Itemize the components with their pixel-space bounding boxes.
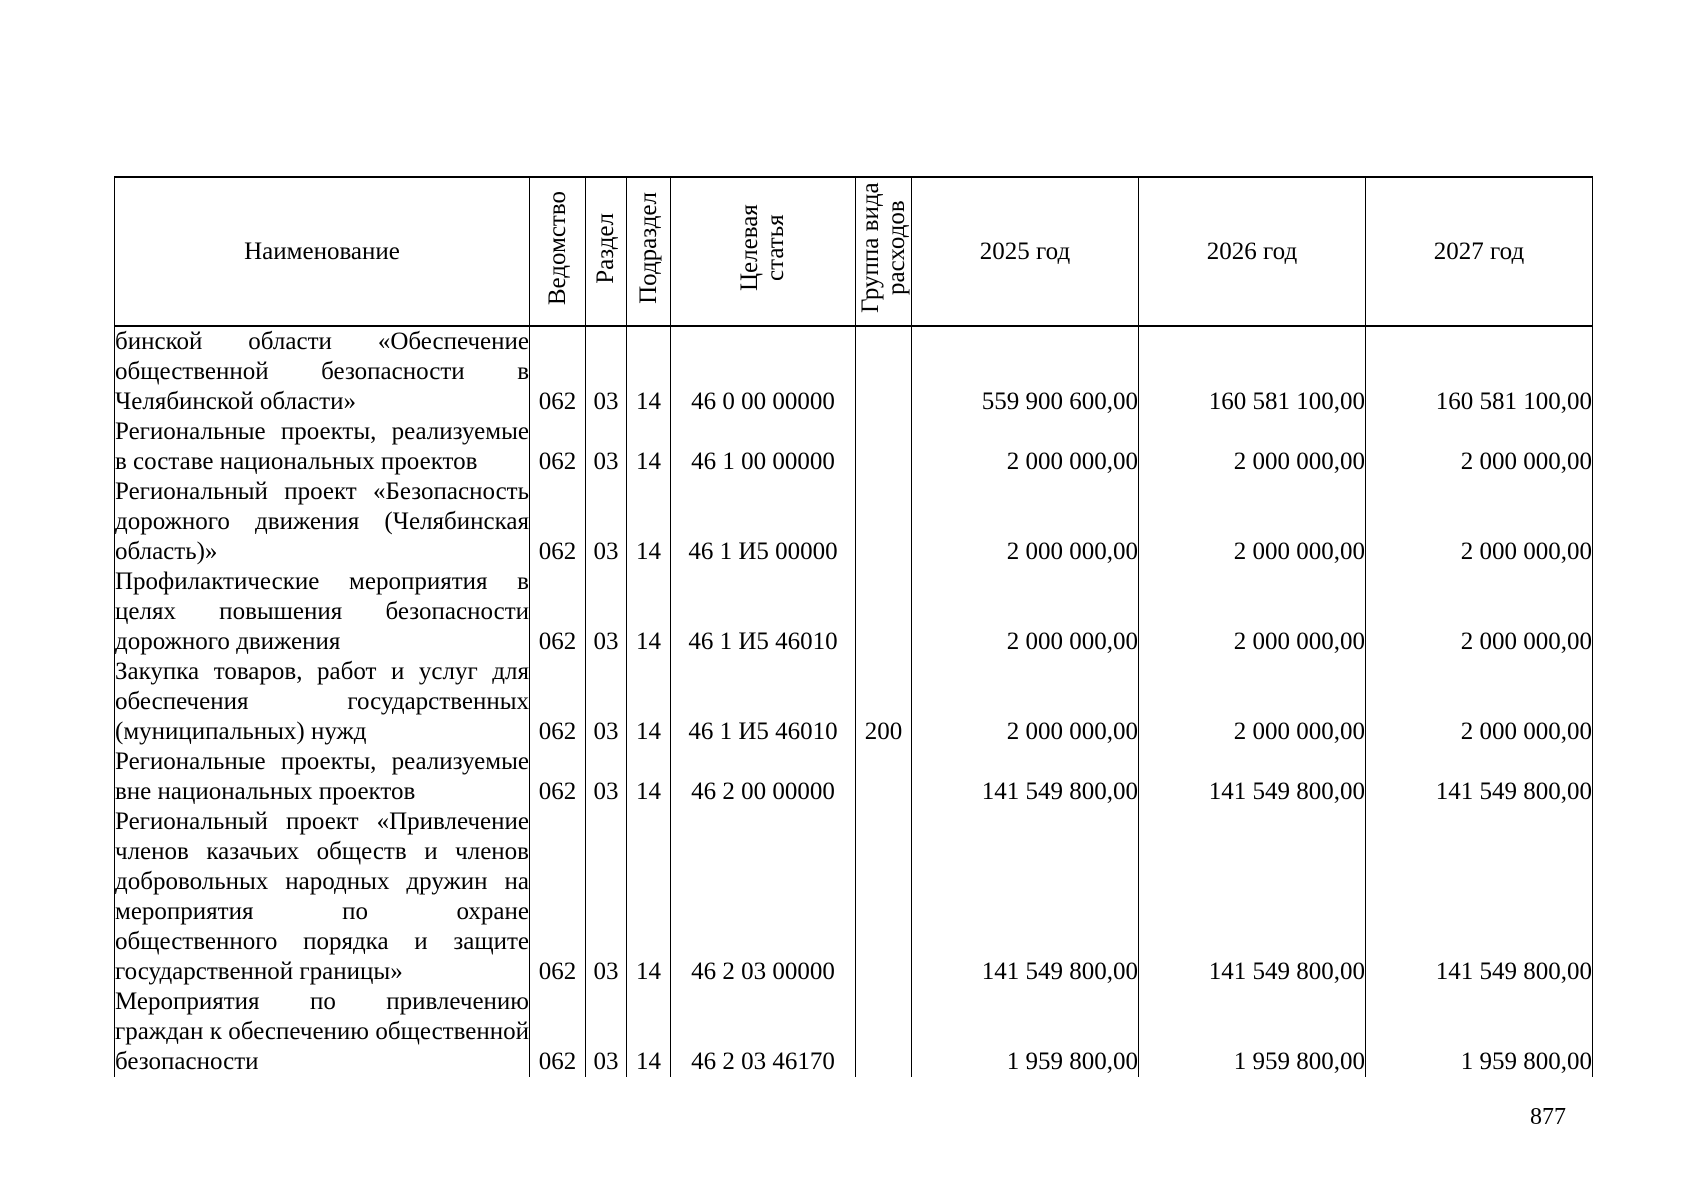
header-2026 xyxy=(1139,177,1366,326)
row-podrazdel: 14 xyxy=(627,807,671,987)
header-vedomstvo-label: Ведомство xyxy=(543,190,571,306)
row-podrazdel: 14 xyxy=(627,747,671,807)
row-podrazdel: 14 xyxy=(627,987,671,1077)
header-razdel xyxy=(586,177,627,326)
header-2025 xyxy=(912,177,1139,326)
row-razdel: 03 xyxy=(586,477,627,567)
row-name: Региональный проект «Привлечение членов казачьих обществ и членов добровольных народных дружин на мероприятия по охране общественного порядка и защите государственной границы» xyxy=(115,808,529,985)
row-gruppa xyxy=(856,417,912,477)
row-podrazdel: 14 xyxy=(627,417,671,477)
row-name: Профилактические мероприятия в целях повышения безопасности дорожного движения xyxy=(115,568,529,655)
header-gruppa-vida xyxy=(856,177,912,326)
table-row xyxy=(115,567,1593,657)
header-name xyxy=(115,177,530,326)
row-name: Региональный проект «Безопасность дорожного движения (Челябинская область)» xyxy=(115,478,529,565)
table-row xyxy=(115,326,1593,417)
row-2027: 2 000 000,00 xyxy=(1366,417,1593,477)
page-number: 877 xyxy=(1530,1104,1566,1130)
table-row xyxy=(115,417,1593,477)
row-2026: 141 549 800,00 xyxy=(1139,807,1366,987)
header-2027 xyxy=(1366,177,1593,326)
table-row xyxy=(115,747,1593,807)
row-2025: 141 549 800,00 xyxy=(912,747,1139,807)
row-vedomstvo: 062 xyxy=(530,477,586,567)
row-2027: 160 581 100,00 xyxy=(1366,326,1593,417)
row-celevaya: 46 2 03 00000 xyxy=(671,807,856,987)
row-razdel: 03 xyxy=(586,747,627,807)
row-2026: 2 000 000,00 xyxy=(1139,417,1366,477)
header-podrazdel xyxy=(627,177,671,326)
row-celevaya: 46 0 00 00000 xyxy=(671,326,856,417)
row-name: Мероприятия по привлечению граждан к обеспечению общественной безопасности xyxy=(115,988,529,1075)
row-2027: 2 000 000,00 xyxy=(1366,657,1593,747)
row-celevaya: 46 1 И5 00000 xyxy=(671,477,856,567)
row-celevaya: 46 1 И5 46010 xyxy=(671,567,856,657)
row-2025: 559 900 600,00 xyxy=(912,326,1139,417)
header-gruppa-vida-label: Группа вида расходов xyxy=(856,182,910,314)
row-name: Закупка товаров, работ и услуг для обеспечения государственных (муниципальных) нужд xyxy=(115,658,529,745)
row-razdel: 03 xyxy=(586,987,627,1077)
row-gruppa xyxy=(856,326,912,417)
row-2025: 141 549 800,00 xyxy=(912,807,1139,987)
table-row xyxy=(115,477,1593,567)
row-vedomstvo: 062 xyxy=(530,657,586,747)
row-2027: 2 000 000,00 xyxy=(1366,567,1593,657)
table-header xyxy=(115,177,1593,326)
row-podrazdel: 14 xyxy=(627,477,671,567)
table-row xyxy=(115,987,1593,1077)
row-2025: 2 000 000,00 xyxy=(912,417,1139,477)
row-gruppa xyxy=(856,477,912,567)
header-celevaya-statya-label: Целевая статья xyxy=(736,204,789,292)
row-name: Региональные проекты, реализуемые в составе национальных проектов xyxy=(115,418,529,475)
header-2026-label: 2026 год xyxy=(1206,237,1298,265)
row-razdel: 03 xyxy=(586,657,627,747)
row-2026: 160 581 100,00 xyxy=(1139,326,1366,417)
row-vedomstvo: 062 xyxy=(530,987,586,1077)
header-name-label: Наименование xyxy=(244,237,400,265)
row-vedomstvo: 062 xyxy=(530,326,586,417)
header-vedomstvo xyxy=(530,177,586,326)
row-vedomstvo: 062 xyxy=(530,417,586,477)
row-podrazdel: 14 xyxy=(627,326,671,417)
row-vedomstvo: 062 xyxy=(530,747,586,807)
row-gruppa xyxy=(856,747,912,807)
row-gruppa xyxy=(856,807,912,987)
row-2026: 2 000 000,00 xyxy=(1139,477,1366,567)
row-podrazdel: 14 xyxy=(627,567,671,657)
table-body xyxy=(115,326,1593,1077)
row-2025: 2 000 000,00 xyxy=(912,477,1139,567)
header-celevaya-statya xyxy=(671,177,856,326)
header-razdel-label: Раздел xyxy=(592,212,619,284)
row-podrazdel: 14 xyxy=(627,657,671,747)
table-row xyxy=(115,657,1593,747)
row-2026: 2 000 000,00 xyxy=(1139,567,1366,657)
row-celevaya: 46 1 00 00000 xyxy=(671,417,856,477)
row-razdel: 03 xyxy=(586,326,627,417)
row-celevaya: 46 2 03 46170 xyxy=(671,987,856,1077)
row-razdel: 03 xyxy=(586,567,627,657)
row-celevaya: 46 2 00 00000 xyxy=(671,747,856,807)
row-2027: 141 549 800,00 xyxy=(1366,807,1593,987)
header-podrazdel-label: Подраздел xyxy=(634,192,662,304)
row-name: Региональные проекты, реализуемые вне национальных проектов xyxy=(115,748,529,805)
row-2027: 1 959 800,00 xyxy=(1366,987,1593,1077)
row-name: бинской области «Обеспечение общественной безопасности в Челябинской области» xyxy=(115,328,529,415)
row-gruppa xyxy=(856,987,912,1077)
table-row xyxy=(115,807,1593,987)
row-razdel: 03 xyxy=(586,417,627,477)
row-2026: 141 549 800,00 xyxy=(1139,747,1366,807)
row-2025: 2 000 000,00 xyxy=(912,567,1139,657)
row-2026: 2 000 000,00 xyxy=(1139,657,1366,747)
row-2026: 1 959 800,00 xyxy=(1139,987,1366,1077)
budget-table-page xyxy=(114,176,1592,1077)
row-vedomstvo: 062 xyxy=(530,567,586,657)
row-vedomstvo: 062 xyxy=(530,807,586,987)
row-2025: 1 959 800,00 xyxy=(912,987,1139,1077)
row-celevaya: 46 1 И5 46010 xyxy=(671,657,856,747)
row-2027: 141 549 800,00 xyxy=(1366,747,1593,807)
row-gruppa xyxy=(856,567,912,657)
row-razdel: 03 xyxy=(586,807,627,987)
header-2027-label: 2027 год xyxy=(1433,237,1525,265)
header-2025-label: 2025 год xyxy=(979,237,1071,265)
row-2027: 2 000 000,00 xyxy=(1366,477,1593,567)
budget-table xyxy=(114,176,1593,1077)
row-2025: 2 000 000,00 xyxy=(912,657,1139,747)
row-gruppa: 200 xyxy=(856,657,912,747)
